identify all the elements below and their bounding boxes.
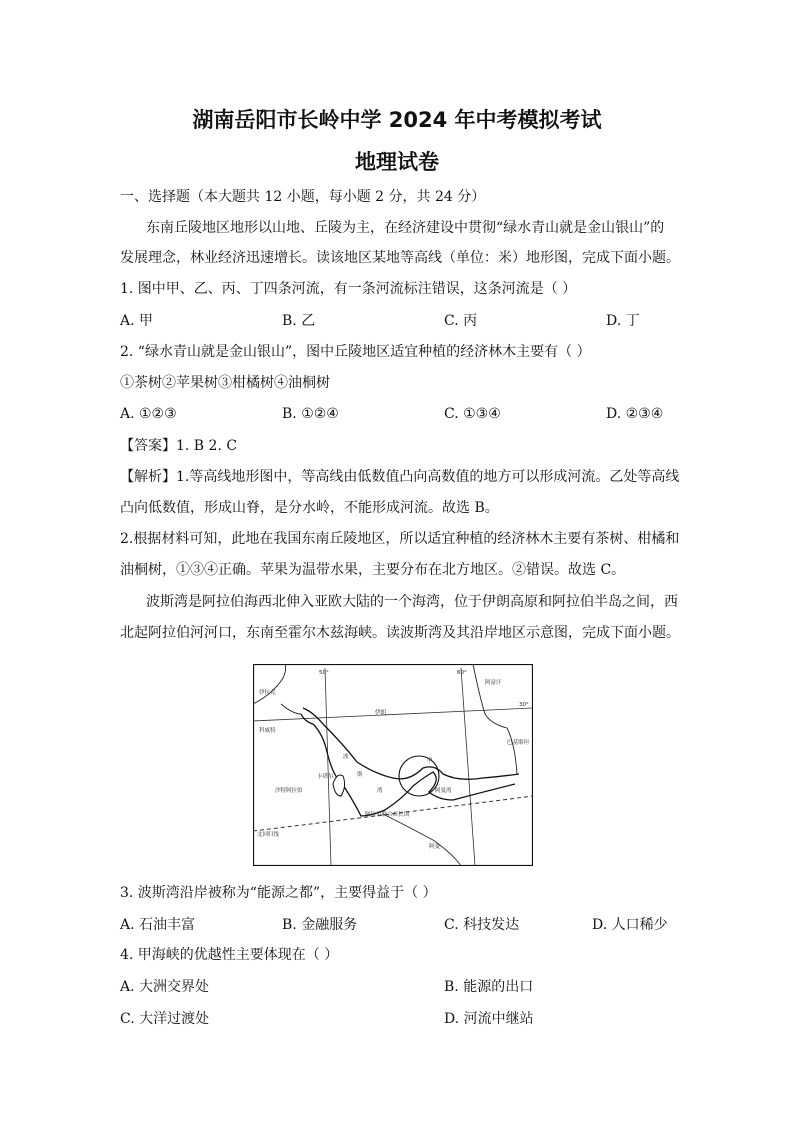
material1-line2: 发展理念，林业经济迅速增长。读该地区某地等高线（单位：米）地形图，完成下面小题。 (120, 250, 680, 266)
material2-line2: 北起阿拉伯河河口，东南至霍尔木兹海峡。读波斯湾及其沿岸地区示意图，完成下面小题。 (120, 625, 680, 641)
label-qatar: 卡塔尔 (317, 774, 334, 780)
label-iraq: 伊拉克 (259, 690, 276, 696)
label-gulf-3: 湾 (377, 788, 383, 794)
analysis-line2: 凸向低数值，形成山脊，是分水岭，不能形成河流。故选 B。 (120, 500, 499, 516)
label-saudi: 沙特阿拉伯 (275, 788, 303, 794)
analysis-line3: 2.根据材料可知，此地在我国东南丘陵地区，所以适宜种植的经济林木主要有茶树、柑橘和 (120, 531, 680, 547)
label-iran: 伊朗 (375, 710, 387, 716)
q3-option-d: D. 人口稀少 (592, 917, 668, 933)
label-lat30: 30° (519, 702, 529, 708)
q4-option-d: D. 河流中继站 (444, 1011, 534, 1027)
q4-option-a: A. 大洲交界处 (120, 979, 210, 995)
q2-items: ①茶树②苹果树③柑橘树④油桐树 (120, 375, 330, 391)
label-lon60: 60° (457, 670, 467, 676)
q2-option-b: B. ①②④ (282, 406, 339, 422)
page-subtitle: 地理试卷 (355, 150, 439, 174)
q1-option-d: D. 丁 (606, 313, 640, 329)
material2-line1: 波斯湾是阿拉伯海西北伸入亚欧大陆的一个海湾，位于伊朗高原和阿拉伯半岛之间，西 (146, 594, 678, 610)
q1-stem: 1. 图中甲、乙、丙、丁四条河流，有一条河流标注错误，这条河流是（ ） (120, 281, 577, 297)
persian-gulf-map (253, 664, 533, 866)
page-title: 湖南岳阳市长岭中学 2024 年中考模拟考试 (192, 108, 602, 132)
q3-option-b: B. 金融服务 (282, 917, 358, 933)
answer-line: 【答案】1. B 2. C (120, 438, 238, 454)
label-gulf-2: 斯 (357, 772, 363, 778)
material1-line1: 东南丘陵地区地形以山地、丘陵为主，在经济建设中贯彻“绿水青山就是金山银山”的 (146, 220, 665, 236)
q4-option-c: C. 大洋过渡处 (120, 1011, 210, 1027)
analysis-line1: 【解析】1.等高线地形图中，等高线由低数值凸向高数值的地方可以形成河流。乙处等高线 (120, 469, 680, 485)
q1-option-a: A. 甲 (120, 313, 154, 329)
label-tropic: 北回归线 (257, 832, 280, 838)
analysis-line4: 油桐树，①③④正确。苹果为温带水果，主要分布在北方地区。②错误。故选 C。 (120, 562, 626, 578)
label-pakistan: 巴基斯坦 (507, 740, 530, 746)
q1-option-b: B. 乙 (282, 313, 316, 329)
label-oman-gulf: 阿曼湾 (435, 788, 452, 794)
q4-option-b: B. 能源的出口 (444, 979, 534, 995)
label-lon50: 50° (319, 670, 329, 676)
q3-stem: 3. 波斯湾沿岸被称为“能源之都”，主要得益于（ ） (120, 885, 437, 901)
q1-option-c: C. 丙 (444, 313, 478, 329)
label-gulf-1: 波 (343, 754, 349, 760)
map-frame (254, 665, 533, 866)
q4-stem: 4. 甲海峡的优越性主要体现在（ ） (120, 947, 339, 963)
q2-stem: 2. “绿水青山就是金山银山”，图中丘陵地区适宜种植的经济林木主要有（ ） (120, 344, 591, 360)
section-heading: 一、选择题（本大题共 12 小题，每小题 2 分，共 24 分） (120, 189, 486, 205)
label-jia: 甲 (427, 758, 433, 764)
q3-option-a: A. 石油丰富 (120, 917, 196, 933)
q2-option-c: C. ①③④ (444, 406, 501, 422)
q3-option-c: C. 科技发达 (444, 917, 520, 933)
label-oman: 阿曼 (429, 844, 441, 850)
q2-option-a: A. ①②③ (120, 406, 177, 422)
label-kuwait: 科威特 (259, 728, 276, 734)
q2-option-d: D. ②③④ (606, 406, 664, 422)
label-uae: 阿拉伯联合酋长国 (365, 812, 410, 818)
label-afghanistan: 阿富汗 (485, 680, 502, 686)
